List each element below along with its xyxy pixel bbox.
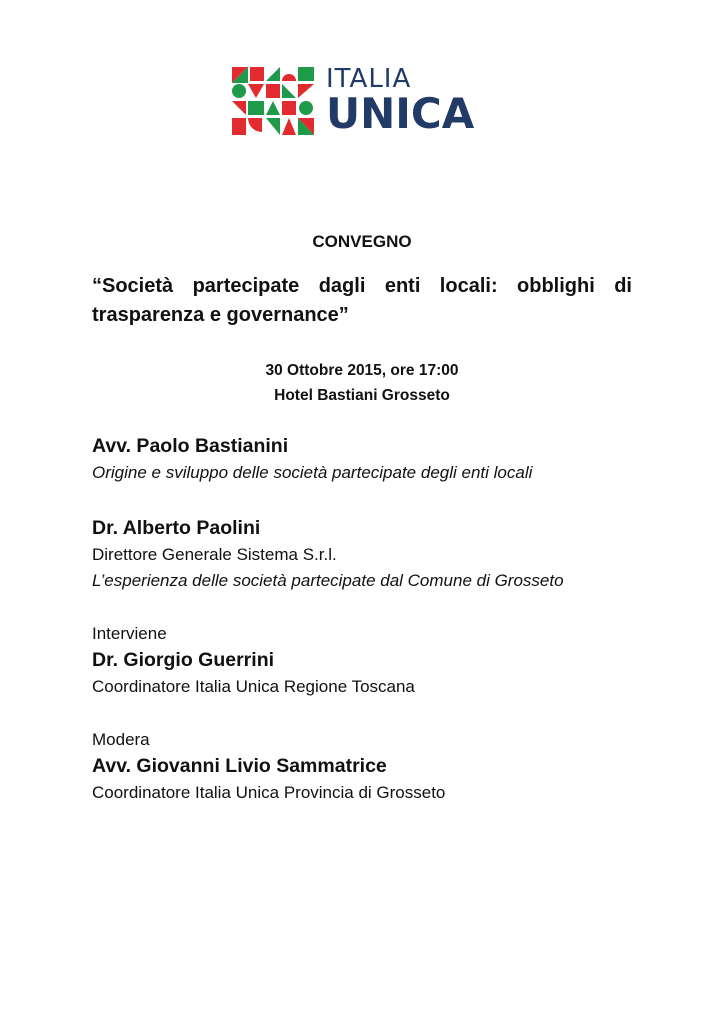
speaker-block xyxy=(92,622,632,700)
event-title: “Società partecipate dagli enti locali: obblighi di trasparenza e governance” xyxy=(92,275,632,326)
speaker-block xyxy=(92,514,632,594)
event-date: 30 Ottobre 2015, ore 17:00 xyxy=(265,362,459,379)
speaker-role: Direttore Generale Sistema S.r.l. xyxy=(92,545,337,564)
speaker-name: Avv. Giovanni Livio Sammatrice xyxy=(92,755,387,777)
document-body xyxy=(92,230,632,806)
speaker-role: Coordinatore Italia Unica Provincia di Grosseto xyxy=(92,783,446,802)
logo-text-italia: ITALIA xyxy=(326,64,412,94)
speaker-name: Avv. Paolo Bastianini xyxy=(92,435,289,457)
speaker-name: Dr. Giorgio Guerrini xyxy=(92,649,275,671)
event-details xyxy=(92,358,632,408)
speaker-topic: L’esperienza delle società partecipate dal Comune di Grosseto xyxy=(92,571,564,590)
italia-unica-mark-icon xyxy=(232,67,314,135)
speaker-block xyxy=(92,728,632,806)
event-type: CONVEGNO xyxy=(312,232,412,251)
logo-wordmark xyxy=(326,66,474,136)
logo-text-unica: UNICA xyxy=(326,89,475,138)
speaker-prefix: Modera xyxy=(92,730,150,749)
italia-unica-logo xyxy=(232,66,474,136)
event-venue: Hotel Bastiani Grosseto xyxy=(274,387,450,404)
speaker-topic: Origine e sviluppo delle società partecipate degli enti locali xyxy=(92,463,533,482)
speaker-prefix: Interviene xyxy=(92,624,167,643)
speaker-block xyxy=(92,432,632,486)
speaker-role: Coordinatore Italia Unica Regione Toscana xyxy=(92,677,415,696)
speaker-name: Dr. Alberto Paolini xyxy=(92,517,261,539)
